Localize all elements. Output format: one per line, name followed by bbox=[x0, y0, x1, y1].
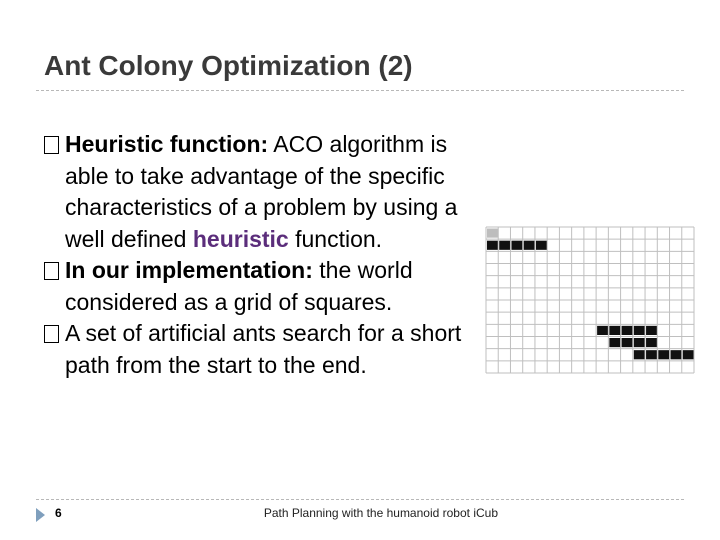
bullet-artificial-ants bbox=[44, 318, 484, 381]
bullet-lead: In our implementation: bbox=[65, 257, 313, 283]
obstacle-cell bbox=[683, 350, 694, 359]
obstacle-cell bbox=[609, 338, 620, 347]
footer-divider bbox=[36, 499, 684, 500]
slide-arrow-icon bbox=[36, 508, 45, 522]
obstacle-cell bbox=[487, 241, 498, 250]
obstacle-cell bbox=[646, 326, 657, 335]
square-bullet-icon bbox=[44, 325, 59, 343]
obstacle-cell bbox=[609, 326, 620, 335]
obstacle-cell bbox=[671, 350, 682, 359]
bullet-highlight: heuristic bbox=[192, 225, 289, 252]
bullet-implementation bbox=[44, 255, 484, 318]
obstacle-cell bbox=[634, 338, 645, 347]
bullet-lead: Heuristic function: bbox=[65, 131, 269, 157]
title-divider bbox=[36, 90, 684, 91]
bullet-text: A set of artificial ants search for a short path from the start to the end. bbox=[65, 320, 462, 378]
obstacle-cell bbox=[646, 350, 657, 359]
square-bullet-icon bbox=[44, 136, 59, 154]
bullet-text-end: function. bbox=[288, 225, 383, 252]
page-number: 6 bbox=[55, 506, 62, 520]
obstacle-cell bbox=[634, 326, 645, 335]
footer-text: Path Planning with the humanoid robot iCub bbox=[263, 506, 498, 520]
square-bullet-icon bbox=[44, 262, 59, 280]
obstacle-cell bbox=[499, 241, 510, 250]
obstacle-cell bbox=[658, 350, 669, 359]
slide-title: Ant Colony Optimization (2) bbox=[44, 50, 413, 81]
bullet-text: the world considered as a grid of squares. bbox=[65, 257, 413, 315]
bullet-list bbox=[44, 129, 484, 381]
obstacle-cell bbox=[597, 326, 608, 335]
bullet-heuristic-function bbox=[44, 129, 484, 255]
obstacle-cell bbox=[634, 350, 645, 359]
obstacle-cell bbox=[536, 241, 547, 250]
obstacle-cell bbox=[622, 338, 633, 347]
obstacle-cell bbox=[524, 241, 535, 250]
bullet-text: ACO algorithm is able to take advantage of the specific characteristics of a problem by using a well defined bbox=[65, 131, 458, 252]
obstacle-cell bbox=[511, 241, 522, 250]
obstacle-cell bbox=[622, 326, 633, 335]
start-cell bbox=[487, 229, 498, 238]
grid-world-image bbox=[485, 226, 695, 374]
obstacle-cell bbox=[646, 338, 657, 347]
